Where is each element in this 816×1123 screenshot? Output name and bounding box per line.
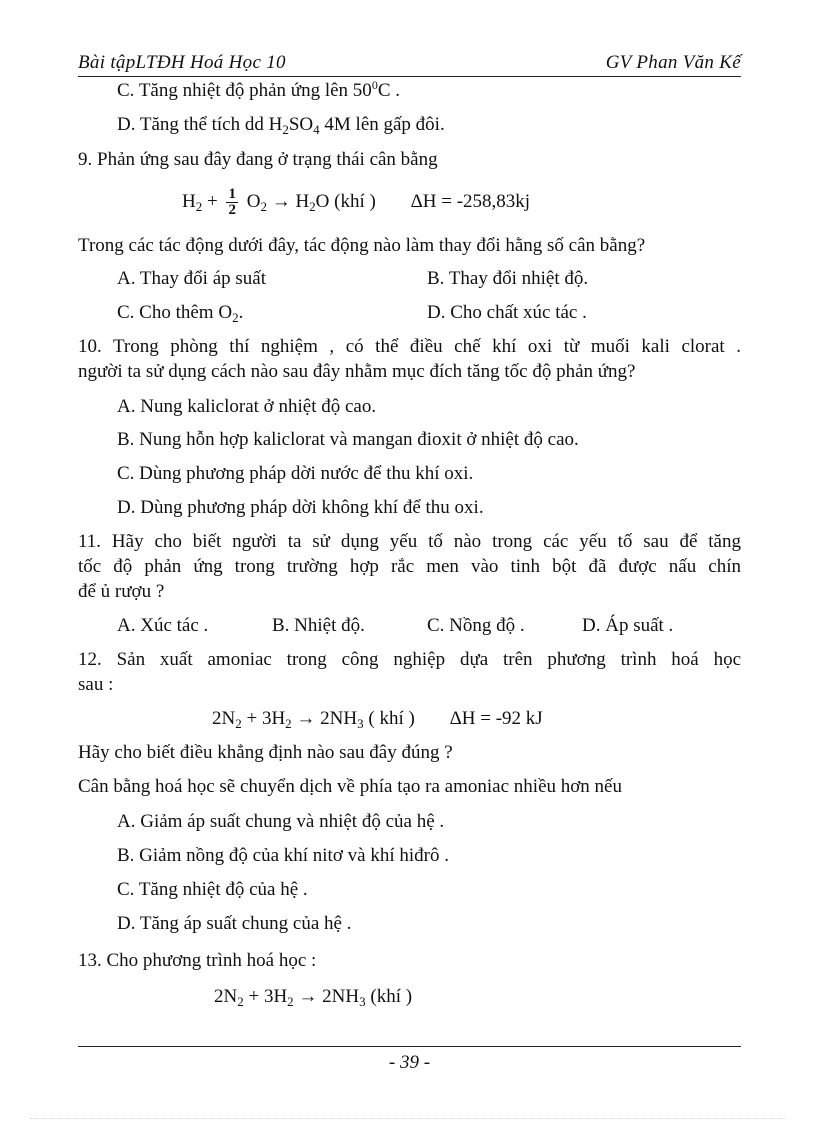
q9-option-c: C. Cho thêm $O_2$. — [117, 302, 244, 325]
q12-enthalpy: ΔH = -92 kJ — [449, 708, 543, 729]
q10-option-d: D. Dùng phương pháp dời không khí để thu oxi. — [117, 497, 484, 518]
q9-stem: 9. Phản ứng sau đây đang ở trạng thái cân bằng — [78, 149, 438, 170]
q13-equation: $2N_2 + 3H_2 \to 2NH_3$ (khí ) — [214, 986, 413, 1009]
q9-question: Trong các tác động dưới đây, tác động nào làm thay đổi hằng số cân bằng? — [78, 235, 646, 256]
header-rule — [78, 76, 741, 77]
q11-stem-line1: 11. Hãy cho biết người ta sử dụng yếu tố nào trong các yếu tố sau để tăng — [78, 531, 741, 552]
q11-option-a: A. Xúc tác . — [117, 615, 209, 636]
fraction-half: $\frac{1}{2}$ — [228, 186, 236, 218]
footer-rule — [78, 1046, 741, 1047]
q10-stem-line2: người ta sử dụng cách nào sau đây nhằm mục đích tăng tốc độ phản ứng? — [78, 361, 636, 382]
q12-equation: $2N_2 + 3H_2 \to 2NH_3$ ( khí ) ΔH = -92 kJ — [212, 708, 543, 731]
q10-option-c: C. Dùng phương pháp dời nước để thu khí oxi. — [117, 463, 474, 484]
q8-option-c: C. Tăng nhiệt độ phản ứng lên $50^0C$ . — [117, 78, 400, 101]
q13-stem: 13. Cho phương trình hoá học : — [78, 950, 317, 971]
q10-option-a: A. Nung kaliclorat ở nhiệt độ cao. — [117, 396, 377, 417]
q9-enthalpy: ΔH = -258,83kj — [410, 190, 531, 212]
q11-option-c: C. Nồng độ . — [427, 615, 525, 636]
q10-stem-line1: 10. Trong phòng thí nghiệm , có thể điều chế khí oxi từ muối kali clorat . — [78, 336, 741, 357]
q12-option-d: D. Tăng áp suất chung của hệ . — [117, 913, 352, 934]
q9-equation: $H_2$ + $\frac{1}{2}$ $O_2 \to H_2O$ (khí ) ΔH = -258,83kj — [182, 186, 531, 218]
bottom-dotted-edge — [30, 1118, 786, 1119]
q12-option-c: C. Tăng nhiệt độ của hệ . — [117, 879, 308, 900]
q9-option-d: D. Cho chất xúc tác . — [427, 302, 587, 323]
q11-stem-line3: để ủ rượu ? — [78, 581, 165, 602]
header-left-title: Bài tậpLTĐH Hoá Học 10 — [78, 52, 286, 73]
q11-stem-line2: tốc độ phản ứng trong trường hợp rắc men vào tinh bột đã được nấu chín — [78, 556, 741, 577]
q12-question-1: Hãy cho biết điều khẳng định nào sau đây đúng ? — [78, 742, 453, 763]
q11-option-b: B. Nhiệt độ. — [272, 615, 365, 636]
page-header — [78, 52, 741, 74]
q12-option-a: A. Giảm áp suất chung và nhiệt độ của hệ . — [117, 811, 445, 832]
q12-stem-line2: sau : — [78, 674, 114, 695]
q10-option-b: B. Nung hỗn hợp kaliclorat và mangan đioxit ở nhiệt độ cao. — [117, 429, 579, 450]
page-number: - 39 - — [388, 1052, 431, 1073]
q9-option-b: B. Thay đổi nhiệt độ. — [427, 268, 589, 289]
q8-option-d: D. Tăng thể tích dd $H_2SO_4$ 4M lên gấp đôi. — [117, 114, 445, 137]
q12-question-2: Cân bằng hoá học sẽ chuyển dịch về phía tạo ra amoniac nhiều hơn nếu — [78, 776, 622, 797]
q9-option-a: A. Thay đổi áp suất — [117, 268, 266, 289]
q11-option-d: D. Áp suất . — [582, 615, 674, 636]
header-right-author: GV Phan Văn Kế — [605, 52, 741, 73]
q12-stem-line1: 12. Sản xuất amoniac trong công nghiệp dựa trên phương trình hoá học — [78, 649, 741, 670]
q12-option-b: B. Giảm nồng độ của khí nitơ và khí hiđrô . — [117, 845, 449, 866]
